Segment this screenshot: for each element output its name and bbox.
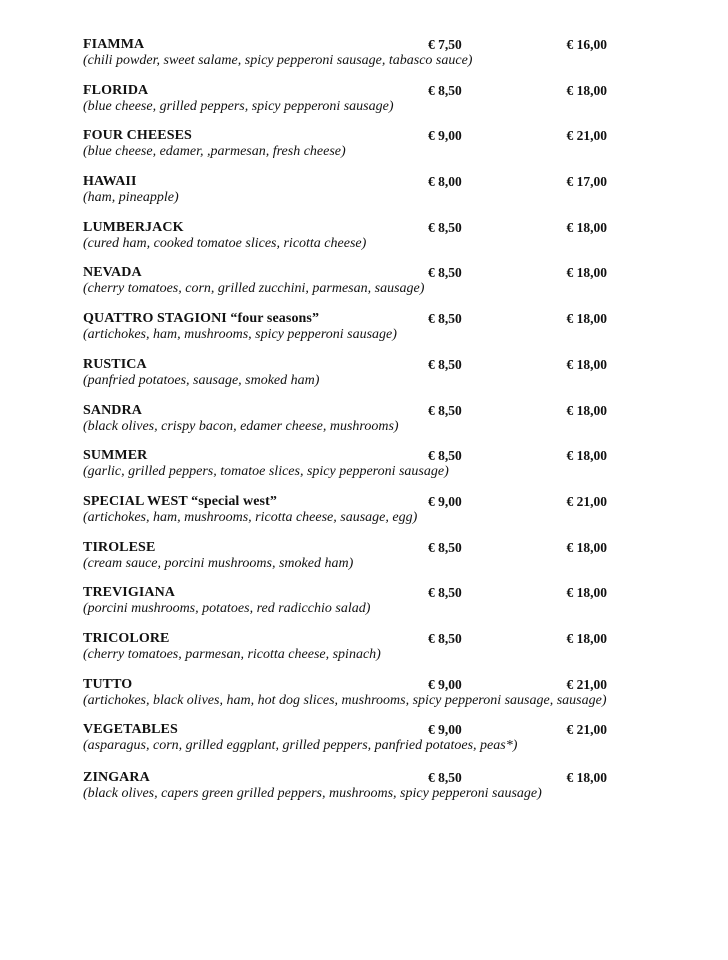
item-price-small: € 8,00 (428, 174, 462, 190)
item-price-small: € 8,50 (428, 402, 462, 418)
item-price-large: € 16,00 (566, 37, 607, 52)
item-description: (cherry tomatoes, corn, grilled zucchini, parmesan, sausage) (83, 281, 425, 297)
menu-item-vegetables (0, 721, 728, 767)
item-name: VEGETABLES (83, 722, 178, 738)
item-price-small: € 9,00 (428, 722, 462, 738)
item-price-small: € 8,50 (428, 356, 462, 372)
item-name: SANDRA (83, 402, 142, 418)
menu-item-tutto (0, 676, 728, 722)
item-price-large: € 21,00 (566, 128, 607, 144)
item-name: TRICOLORE (83, 630, 170, 646)
item-name: LUMBERJACK (83, 219, 184, 235)
menu-item-summer (0, 447, 728, 493)
item-price-small: € 8,50 (428, 311, 462, 327)
item-name: RUSTICA (83, 356, 147, 372)
item-price-large: € 18,00 (566, 402, 607, 418)
item-price-small: € 8,50 (428, 448, 462, 464)
item-price-small: € 9,00 (428, 128, 462, 144)
item-price-large: € 18,00 (566, 448, 607, 464)
item-description: (blue cheese, edamer, ,parmesan, fresh cheese) (83, 144, 346, 160)
pizza-menu-list (0, 36, 728, 815)
item-description: (artichokes, black olives, ham, hot dog slices, mushrooms, spicy pepperoni sausage, sausage) (83, 692, 607, 708)
item-description: (cherry tomatoes, parmesan, ricotta cheese, spinach) (83, 646, 381, 662)
item-name: FOUR CHEESES (83, 128, 192, 144)
item-price-large: € 18,00 (566, 311, 607, 327)
item-price-small: € 8,50 (428, 539, 462, 555)
menu-item-nevada (0, 264, 728, 310)
item-description: (artichokes, ham, mushrooms, spicy pepperoni sausage) (83, 327, 397, 343)
item-description: (asparagus, corn, grilled eggplant, grilled peppers, panfried potatoes, peas*) (83, 738, 518, 754)
menu-item-quattro-stagioni (0, 310, 728, 356)
item-description: (black olives, crispy bacon, edamer cheese, mushrooms) (83, 418, 399, 434)
item-name: ZINGARA (83, 770, 150, 785)
item-description: (panfried potatoes, sausage, smoked ham) (83, 372, 320, 388)
item-price-large: € 18,00 (566, 585, 607, 601)
menu-item-trevigiana (0, 584, 728, 630)
item-description: (blue cheese, grilled peppers, spicy pepperoni sausage) (83, 98, 394, 114)
item-price-large: € 18,00 (566, 356, 607, 372)
item-price-small: € 8,50 (428, 265, 462, 281)
item-price-large: € 18,00 (566, 219, 607, 235)
item-description: (chili powder, sweet salame, spicy pepperoni sausage, tabasco sauce) (83, 53, 473, 68)
item-name: SPECIAL WEST “special west” (83, 493, 277, 509)
menu-item-four-cheeses (0, 127, 728, 173)
item-name: HAWAII (83, 174, 137, 190)
item-price-small: € 8,50 (428, 630, 462, 646)
item-price-small: € 9,00 (428, 676, 462, 692)
menu-item-special-west (0, 493, 728, 539)
item-price-small: € 9,00 (428, 493, 462, 509)
item-name: TIROLESE (83, 539, 156, 555)
item-price-large: € 18,00 (566, 265, 607, 281)
item-name: NEVADA (83, 265, 142, 281)
item-description: (artichokes, ham, mushrooms, ricotta cheese, sausage, egg) (83, 509, 418, 525)
item-price-small: € 8,50 (428, 770, 462, 785)
menu-item-rustica (0, 356, 728, 402)
item-price-large: € 18,00 (566, 770, 607, 785)
item-name: TUTTO (83, 676, 133, 692)
menu-item-tirolese (0, 539, 728, 585)
item-price-small: € 8,50 (428, 585, 462, 601)
item-price-small: € 8,50 (428, 219, 462, 235)
menu-item-sandra (0, 402, 728, 448)
item-name: SUMMER (83, 448, 148, 464)
item-price-small: € 8,50 (428, 82, 462, 98)
item-price-large: € 18,00 (566, 539, 607, 555)
menu-item-tricolore (0, 630, 728, 676)
item-price-large: € 21,00 (566, 676, 607, 692)
item-name: TREVIGIANA (83, 585, 176, 601)
item-name: FIAMMA (83, 37, 145, 52)
menu-item-fiamma (0, 36, 728, 82)
item-description: (ham, pineapple) (83, 190, 179, 206)
item-name: QUATTRO STAGIONI “four seasons” (83, 311, 320, 327)
item-description: (cured ham, cooked tomatoe slices, ricotta cheese) (83, 235, 367, 251)
item-price-small: € 7,50 (428, 37, 462, 52)
item-name: FLORIDA (83, 82, 149, 98)
item-description: (cream sauce, porcini mushrooms, smoked ham) (83, 555, 354, 571)
menu-item-zingara (0, 769, 728, 815)
menu-item-hawaii (0, 173, 728, 219)
item-description: (black olives, capers green grilled peppers, mushrooms, spicy pepperoni sausage) (83, 786, 542, 801)
item-price-large: € 18,00 (566, 82, 607, 98)
item-price-large: € 17,00 (566, 174, 607, 190)
item-description: (garlic, grilled peppers, tomatoe slices, spicy pepperoni sausage) (83, 464, 449, 480)
menu-item-lumberjack (0, 219, 728, 265)
item-price-large: € 18,00 (566, 630, 607, 646)
item-price-large: € 21,00 (566, 493, 607, 509)
item-description: (porcini mushrooms, potatoes, red radicchio salad) (83, 601, 371, 617)
menu-item-florida (0, 82, 728, 128)
item-price-large: € 21,00 (566, 722, 607, 738)
